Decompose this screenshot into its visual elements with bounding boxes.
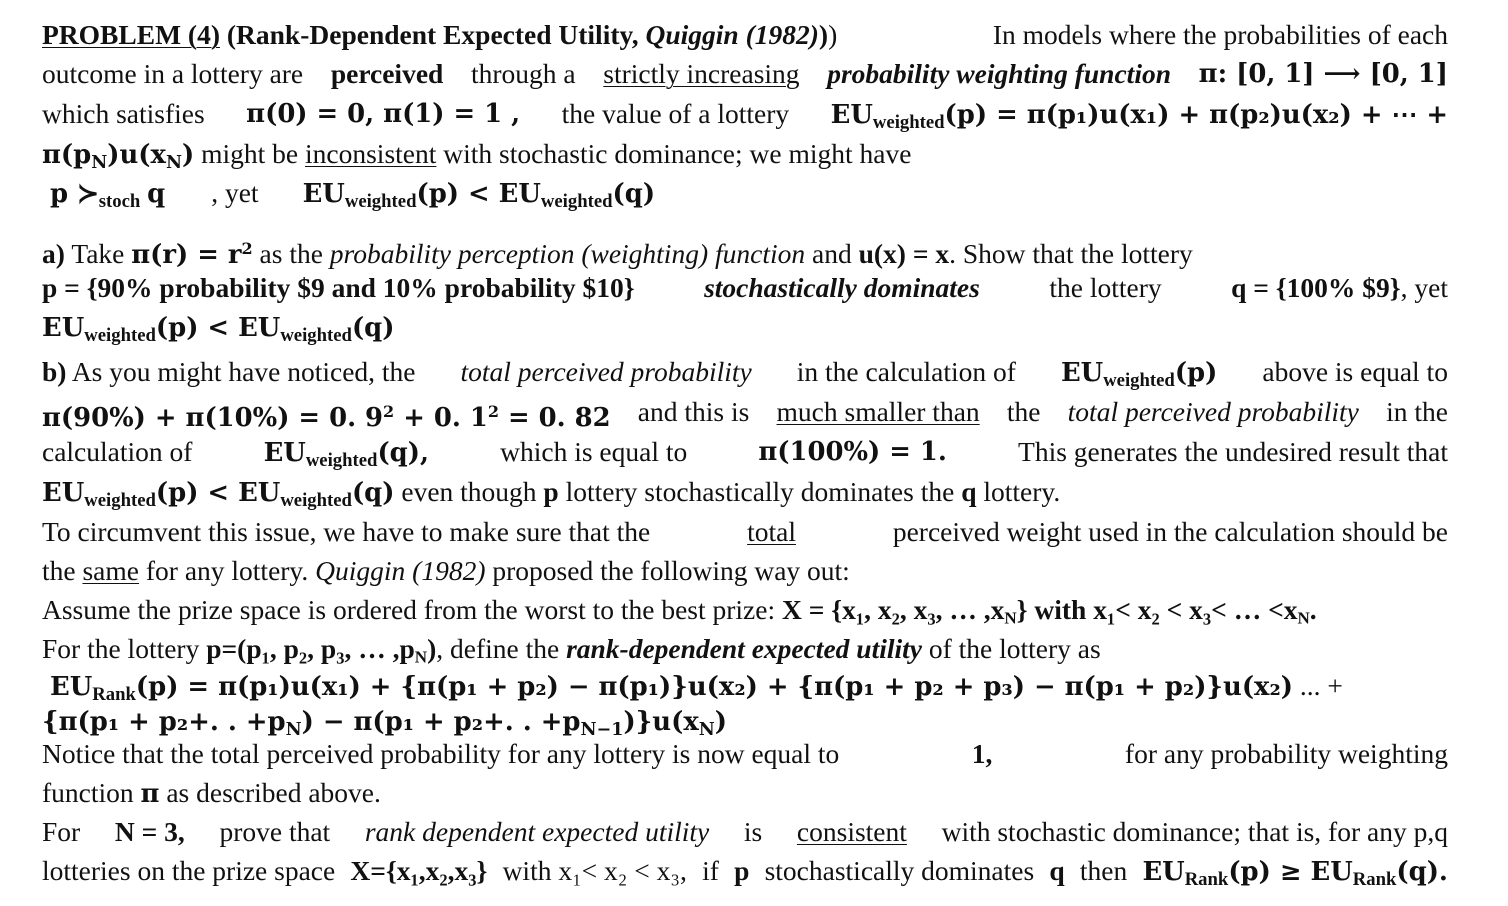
prize-space: X = {x₁, x₂, x₃, … ,x bbox=[781, 594, 1005, 625]
eu-sub: weighted bbox=[84, 490, 156, 512]
part-b-label: b) bbox=[42, 356, 67, 387]
formula-sub: N bbox=[285, 719, 302, 740]
formula-sub: N bbox=[1004, 608, 1017, 628]
eu-sub: weighted bbox=[1103, 370, 1175, 392]
eu-symbol: EU bbox=[302, 179, 345, 209]
formula-sup: 2 bbox=[383, 402, 395, 421]
part-b-text: For the lottery bbox=[42, 633, 200, 664]
part-b-q: q bbox=[1049, 855, 1065, 886]
part-a-text: . Show that the lottery bbox=[949, 237, 1193, 269]
part-b-text: in the bbox=[1386, 396, 1448, 427]
part-b-text: for any lottery. bbox=[145, 555, 309, 586]
part-b-text: above is equal to bbox=[1262, 356, 1448, 387]
part-a-text: Take bbox=[71, 237, 125, 269]
formula-part: ) − π(p₁ + p₂+. . +p bbox=[301, 707, 581, 737]
formula-part: {π(p₁ + p₂+. . +p bbox=[42, 707, 286, 737]
formula-part: ) bbox=[182, 140, 195, 170]
part-a-label: a) bbox=[42, 237, 65, 269]
formula-part: π(r) = r bbox=[131, 239, 242, 270]
part-b-text: in the calculation of bbox=[796, 356, 1016, 387]
eu-symbol: EU bbox=[830, 100, 873, 130]
part-b-text: with stochastic dominance; that is, for any p,q bbox=[941, 816, 1448, 847]
part-b-text: Assume the prize space is ordered from the worst to the best prize: bbox=[42, 594, 776, 625]
part-b-text: if bbox=[702, 855, 719, 886]
part-a-dominates: stochastically dominates bbox=[704, 272, 980, 303]
part-b-line-13 bbox=[42, 813, 1448, 851]
formula-part: (q) bbox=[351, 313, 395, 343]
pi-symbol: π bbox=[140, 779, 160, 809]
part-b-n3: N = 3, bbox=[114, 816, 185, 847]
eu-sub: weighted bbox=[540, 191, 613, 213]
intro-text: through a bbox=[470, 58, 576, 89]
part-b-line-6 bbox=[42, 552, 1448, 590]
formula-part: + 0. 1 bbox=[403, 402, 488, 433]
part-a-line-3 bbox=[42, 308, 1448, 355]
part-b-text: This generates the undesired result that bbox=[1018, 436, 1448, 467]
formula-sup: 2 bbox=[487, 402, 499, 421]
eu-sub: Rank bbox=[92, 684, 136, 706]
formula-sub: stoch bbox=[98, 191, 141, 213]
eu-sub: weighted bbox=[280, 325, 352, 347]
formula-part: (p) < EU bbox=[155, 478, 281, 508]
part-b-text: with x₁< x₂ < x₃, bbox=[502, 855, 687, 886]
eu-symbol: EU bbox=[263, 438, 306, 468]
part-a-text: as the bbox=[259, 237, 323, 269]
formula-part: = 0. 82 bbox=[507, 402, 611, 433]
part-b-text: as described above. bbox=[166, 777, 381, 808]
formula-sub: N−1 bbox=[580, 719, 624, 740]
part-b-text: for any probability weighting bbox=[1124, 738, 1448, 769]
part-b-total: total bbox=[747, 516, 796, 547]
formula-part: (q). bbox=[1396, 857, 1448, 887]
part-b-text: For bbox=[42, 816, 81, 847]
problem-title-open: (Rank-Dependent Expected Utility, bbox=[226, 19, 646, 50]
part-a-line-1 bbox=[42, 230, 1448, 274]
eu-sub: weighted bbox=[84, 325, 156, 347]
part-a-line-2 bbox=[42, 269, 1448, 307]
formula-sub: N bbox=[1297, 608, 1310, 628]
part-b-text: proposed the following way out: bbox=[492, 555, 850, 586]
eu-weighted-formula: (p) = π(p₁)u(x₁) + π(p₂)u(x₂) + ⋯ + bbox=[944, 100, 1448, 130]
problem-line-5 bbox=[42, 174, 1448, 221]
part-b-much-smaller: much smaller than bbox=[776, 396, 980, 427]
formula-part: )}u(x bbox=[623, 707, 699, 737]
part-b-p: p bbox=[543, 476, 559, 507]
eu-symbol: EU bbox=[1142, 857, 1185, 887]
part-b-p: p bbox=[734, 855, 750, 886]
part-b-text: the bbox=[1006, 396, 1041, 427]
intro-pi-bounds: π(0) = 0, π(1) = 1 , bbox=[246, 99, 521, 129]
part-b-text: As you might have noticed, the bbox=[71, 356, 416, 387]
part-a-text: the lottery bbox=[1049, 272, 1162, 303]
part-b-text: then bbox=[1079, 855, 1128, 886]
part-b-italic: total perceived probability bbox=[1067, 396, 1359, 427]
part-a-italic: probability perception (weighting) function bbox=[329, 237, 806, 269]
part-b-text: lotteries on the prize space bbox=[42, 855, 336, 886]
intro-inconsistent: inconsistent bbox=[305, 138, 437, 169]
formula-part: ) bbox=[427, 633, 437, 664]
part-b-text: perceived weight used in the calculation should be bbox=[892, 516, 1448, 547]
part-b-text: calculation of bbox=[42, 436, 193, 467]
formula-q: q bbox=[147, 179, 166, 209]
intro-text: outcome in a lottery are bbox=[42, 58, 304, 89]
lottery-p: p=(p₁, p₂, p₃, … ,p bbox=[206, 633, 415, 664]
intro-text: , yet bbox=[211, 177, 259, 208]
eu-sub: weighted bbox=[280, 490, 352, 512]
part-b-line-12 bbox=[42, 774, 1448, 813]
part-b-text: function bbox=[42, 777, 134, 808]
part-b-text: which is equal to bbox=[500, 436, 688, 467]
part-b-line-11 bbox=[42, 735, 1448, 773]
rdeu-formula: (p) = π(p₁)u(x₁) + {π(p₁ + p₂) − π(p₁)}u(x₂) + {π(p₁ + p₂ + p₃) − π(p₁ + p₂)}u(x₂) bbox=[135, 672, 1294, 702]
intro-strictly-increasing: strictly increasing bbox=[603, 58, 800, 89]
part-b-text: and this is bbox=[637, 396, 750, 427]
part-b-text: lottery. bbox=[983, 476, 1061, 507]
eu-sub: Rank bbox=[1352, 869, 1397, 891]
intro-pi-domain: π: [0, 1] ⟶ [0, 1] bbox=[1198, 59, 1448, 89]
formula-sup: 2 bbox=[241, 239, 253, 258]
part-a-text: , yet bbox=[1400, 272, 1448, 303]
formula-part: ) bbox=[714, 707, 728, 737]
part-a-text: and bbox=[812, 237, 852, 269]
formula-part: (q) bbox=[612, 179, 656, 209]
part-a-utility: u(x) = x bbox=[858, 237, 950, 269]
formula-sub: N bbox=[91, 152, 108, 173]
problem-heading: PROBLEM (4) bbox=[42, 19, 220, 50]
part-a-lottery-p: p = {90% probability $9 and 10% probability $10} bbox=[42, 272, 635, 303]
part-b-text: , define the bbox=[436, 633, 560, 664]
part-b-consistent: consistent bbox=[796, 816, 907, 847]
part-b-same: same bbox=[82, 555, 139, 586]
formula-part: (p) < EU bbox=[155, 313, 281, 343]
formula-part: (p) < EU bbox=[416, 179, 541, 209]
part-a-lottery-q: q = {100% $9} bbox=[1231, 272, 1401, 303]
part-b-line-14 bbox=[42, 852, 1448, 899]
intro-text: with stochastic dominance; we might have bbox=[443, 138, 912, 169]
intro-text: which satisfies bbox=[42, 98, 205, 129]
part-b-text: Notice that the total perceived probability for any lottery is now equal to bbox=[42, 738, 840, 769]
part-b-italic: total perceived probability bbox=[460, 356, 752, 387]
part-b-citation: Quiggin (1982) bbox=[315, 555, 486, 586]
problem-line-1: PROBLEM (4) (Rank-Dependent Expected Utility, Quiggin (1982))) In models where the probabilities of each bbox=[42, 16, 1448, 54]
eu-symbol: EU bbox=[42, 478, 85, 508]
formula-part: (p) ≥ EU bbox=[1228, 857, 1353, 887]
eu-symbol: EU bbox=[1060, 358, 1104, 388]
formula-part: π(100%) = 1. bbox=[758, 437, 947, 467]
intro-text: the value of a lottery bbox=[561, 98, 790, 129]
eu-symbol: EU bbox=[50, 672, 93, 702]
formula-sub: N bbox=[165, 152, 182, 173]
formula-part: . bbox=[1309, 594, 1317, 625]
part-b-text: lottery stochastically dominates the bbox=[565, 476, 955, 507]
intro-perceived: perceived bbox=[330, 58, 444, 89]
part-b-text: prove that bbox=[219, 816, 331, 847]
eu-symbol: EU bbox=[42, 313, 85, 343]
formula-p-dominates: p ≻ bbox=[50, 179, 99, 209]
part-b-text: even though bbox=[401, 476, 537, 507]
eu-sub: weighted bbox=[305, 450, 378, 472]
part-b-q: q bbox=[961, 476, 977, 507]
formula-sub: N bbox=[414, 647, 428, 667]
problem-title-close: ) bbox=[818, 19, 829, 50]
part-b-text: stochastically dominates bbox=[764, 855, 1035, 886]
part-b-rdeu: rank-dependent expected utility bbox=[566, 633, 922, 664]
part-b-text: To circumvent this issue, we have to make sure that the bbox=[42, 516, 651, 547]
formula-part: (q) bbox=[351, 478, 395, 508]
eu-sub: Rank bbox=[1184, 869, 1229, 891]
eu-sub: weighted bbox=[872, 112, 945, 134]
prize-order: } with x₁< x₂ < x₃< … <x bbox=[1016, 594, 1298, 625]
intro-weighting-function: probability weighting function bbox=[827, 58, 1172, 89]
part-b-text: is bbox=[743, 816, 763, 847]
problem-line-2 bbox=[42, 55, 1448, 93]
intro-text: might be bbox=[201, 138, 299, 169]
formula-part: (q), bbox=[377, 438, 429, 468]
formula-part: π(p bbox=[42, 140, 92, 170]
eu-sub: weighted bbox=[344, 191, 417, 213]
part-b-line-5 bbox=[42, 513, 1448, 551]
formula-sub: N bbox=[698, 719, 715, 740]
formula-part: (p) bbox=[1174, 358, 1218, 388]
part-b-italic: rank dependent expected utility bbox=[364, 816, 710, 847]
prize-space-3: X={x₁,x₂,x₃} bbox=[350, 855, 488, 886]
part-b-text: the bbox=[42, 555, 76, 586]
part-b-text: of the lottery as bbox=[928, 633, 1101, 664]
part-b-one: 1, bbox=[971, 738, 993, 769]
problem-title-author: Quiggin (1982) bbox=[645, 19, 819, 50]
formula-part: )u(x bbox=[107, 140, 166, 170]
formula-part: ... + bbox=[1299, 670, 1343, 701]
intro-text: In models where the probabilities of each bbox=[992, 19, 1448, 50]
formula-part: π(90%) + π(10%) = 0. 9 bbox=[42, 402, 384, 433]
part-b-line-2 bbox=[42, 393, 1448, 437]
